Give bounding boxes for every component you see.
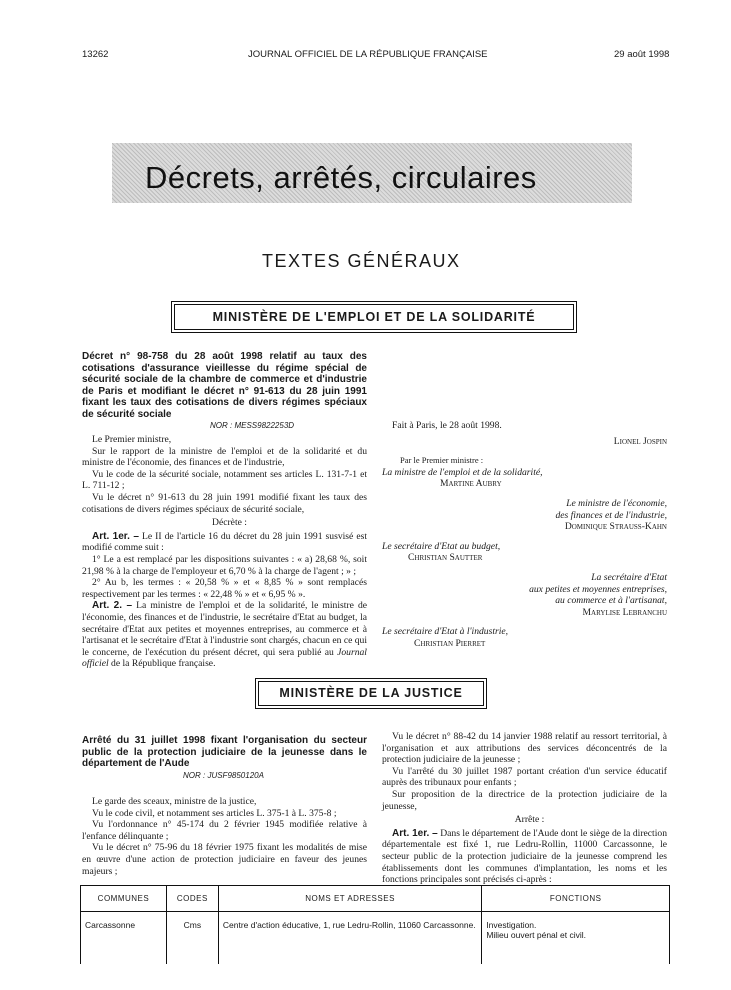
arrete-p2: Vu le code civil, et notamment ses articles L. 375-1 à L. 375-8 ; xyxy=(92,807,337,819)
signer-lebranchu: Marylise Lebranchu xyxy=(582,606,667,618)
arrete-p5: Vu le décret n° 88-42 du 14 janvier 1988 relatif au ressort territorial, à l'organisation et aux attributions des services déconcentrés de la protection judiciaire de la jeunesse ; xyxy=(382,731,667,766)
decret-decrete: Décrète : xyxy=(212,517,247,529)
th-communes: COMMUNES xyxy=(81,886,167,912)
arrete-art1 xyxy=(382,828,667,886)
cell-nom: Centre d'action éducative, 1, rue Ledru-Rollin, 11060 Carcassonne. xyxy=(218,912,481,964)
table-row xyxy=(81,912,670,964)
signer-pierret: Christian Pierret xyxy=(414,637,486,649)
cell-fonction-1: Investigation. xyxy=(486,920,537,930)
cell-fonction-2: Milieu ouvert pénal et civil. xyxy=(486,930,586,940)
role-secretaire-pme-2: aux petites et moyennes entreprises, xyxy=(529,583,667,595)
decret-nor: NOR : MESS9822253D xyxy=(210,421,295,430)
arrete-p4: Vu le décret n° 75-96 du 18 février 1975 fixant les modalités de mise en œuvre d'une action de protection judiciaire en faveur des jeunes majeurs ; xyxy=(82,842,367,877)
arrete-art1-text: Dans le département de l'Aude dont le siège de la direction départementale est fixé 1, rue Ledru-Rollin, 11000 Carcassonne, le secteur public de la protection judiciaire de la jeunesse comprend les établissements dont les communes d'implantation, les noms et les fonctions principales sont précisés ci-après : xyxy=(382,827,667,886)
signer-strauss-kahn: Dominique Strauss-Kahn xyxy=(564,521,667,533)
decret-par: Par le Premier ministre : xyxy=(400,455,484,466)
page-number: 13262 xyxy=(82,49,109,60)
cell-fonction xyxy=(482,912,670,964)
th-fonctions: FONCTIONS xyxy=(482,886,670,912)
role-ministre-economie-1: Le ministre de l'économie, xyxy=(566,497,667,509)
arrete-p7: Sur proposition de la directrice de la protection judiciaire de la jeunesse, xyxy=(382,788,667,812)
etablissements-table xyxy=(80,885,670,964)
role-secretaire-industrie: Le secrétaire d'Etat à l'industrie, xyxy=(382,626,509,638)
arrete-body-left xyxy=(82,796,367,877)
decret-title: Décret n° 98-758 du 28 août 1998 relatif au taux des cotisations d'assurance vieillesse du régime spécial de sécurité sociale de la chambre de commerce et d'industrie de Paris et modifiant le décret n° 91-613 du 28 juin 1991 fixant les taux des cotisations de divers régimes spéciaux de sécurité sociale xyxy=(82,351,367,420)
cell-code: Cms xyxy=(166,912,218,964)
section-title: TEXTES GÉNÉRAUX xyxy=(262,251,461,271)
decret-p4: Vu le décret n° 91-613 du 28 juin 1991 modifié fixant les taux des cotisations de divers régimes spéciaux de sécurité sociale, xyxy=(82,491,367,515)
header-date: 29 août 1998 xyxy=(614,49,670,60)
decret-art1-text: Le II de l'article 16 du décret du 28 juin 1991 susvisé est modifié comme suit : xyxy=(82,530,367,554)
ministry-emploi-heading: MINISTÈRE DE L'EMPLOI ET DE LA SOLIDARITÉ xyxy=(174,304,574,330)
arrete-arrete: Arrête : xyxy=(514,814,545,826)
cell-commune: Carcassonne xyxy=(81,912,167,964)
decret-art2 xyxy=(82,600,367,670)
decret-art2-text: La ministre de l'emploi et de la solidarité, le ministre de l'économie, des finances et de l'industrie, le secrétaire d'Etat au budget, la secrétaire d'Etat aux petites et moyennes entreprises, au commerce et à l'artisanat et le secrétaire d'Etat à l'industrie sont chargés, chacun en ce qui le concerne, de l'exécution du présent décret, qui sera publié au xyxy=(82,600,368,658)
decret-art2-label: Art. 2. – xyxy=(92,600,133,612)
arrete-p1: Le garde des sceaux, ministre de la justice, xyxy=(92,796,257,807)
decret-signatures xyxy=(382,420,667,650)
decret-jo-end: de la République française. xyxy=(111,658,216,670)
signer-aubry: Martine Aubry xyxy=(440,478,502,490)
signer-sautter: Christian Sautter xyxy=(408,552,483,564)
role-ministre-economie-2: des finances et de l'industrie, xyxy=(555,509,667,521)
arrete-art1-label: Art. 1er. – xyxy=(392,827,438,839)
arrete-title: Arrêté du 31 juillet 1998 fixant l'organisation du secteur public de la protection judiciaire de la jeunesse dans le département de l'Aude xyxy=(82,735,367,769)
th-noms-adresses: NOMS ET ADRESSES xyxy=(218,886,481,912)
decret-fait: Fait à Paris, le 28 août 1998. xyxy=(392,420,502,431)
decret-p5: 1° Le a est remplacé par les dispositions suivantes : « a) 28,68 %, soit 21,98 % à la charge de l'employeur et 6,70 % à la charge de l'agent ; » ; xyxy=(82,553,367,577)
role-secretaire-pme-1: La secrétaire d'Etat xyxy=(591,571,667,583)
role-ministre-emploi: La ministre de l'emploi et de la solidarité, xyxy=(382,466,543,478)
decret-art1-label: Art. 1er. – xyxy=(92,530,139,542)
decret-body-left xyxy=(82,434,367,670)
journal-title: JOURNAL OFFICIEL DE LA RÉPUBLIQUE FRANÇAISE xyxy=(248,49,488,60)
decret-art1 xyxy=(82,531,367,554)
decret-jo: Journal officiel xyxy=(82,646,367,670)
decret-p1: Le Premier ministre, xyxy=(92,434,172,445)
banner-title: Décrets, arrêtés, circulaires xyxy=(145,160,537,195)
arrete-p3: Vu l'ordonnance n° 45-174 du 2 février 1945 modifiée relative à l'enfance délinquante ; xyxy=(82,819,367,842)
ministry-justice-heading: MINISTÈRE DE LA JUSTICE xyxy=(258,681,484,706)
decret-p3: Vu le code de la sécurité sociale, notamment ses articles L. 131-7-1 et L. 711-12 ; xyxy=(82,468,367,492)
arrete-nor: NOR : JUSF9850120A xyxy=(183,771,264,780)
role-secretaire-pme-3: au commerce et à l'artisanat, xyxy=(555,595,667,607)
signer-jospin: Lionel Jospin xyxy=(613,435,667,447)
arrete-p6: Vu l'arrêté du 30 juillet 1987 portant création d'un service éducatif auprès des tribunaux pour enfants ; xyxy=(382,765,667,789)
table-header-row xyxy=(81,886,670,912)
arrete-body-right xyxy=(382,731,667,886)
th-codes: CODES xyxy=(166,886,218,912)
role-secretaire-budget: Le secrétaire d'Etat au budget, xyxy=(382,540,501,552)
decret-p6: 2° Au b, les termes : « 20,58 % » et « 8,85 % » sont remplacés respectivement par les termes : « 22,48 % » et « 6,95 % ». xyxy=(82,577,367,600)
decret-p2: Sur le rapport de la ministre de l'emploi et de la solidarité et du ministre de l'économie, des finances et de l'industrie, xyxy=(82,445,367,469)
